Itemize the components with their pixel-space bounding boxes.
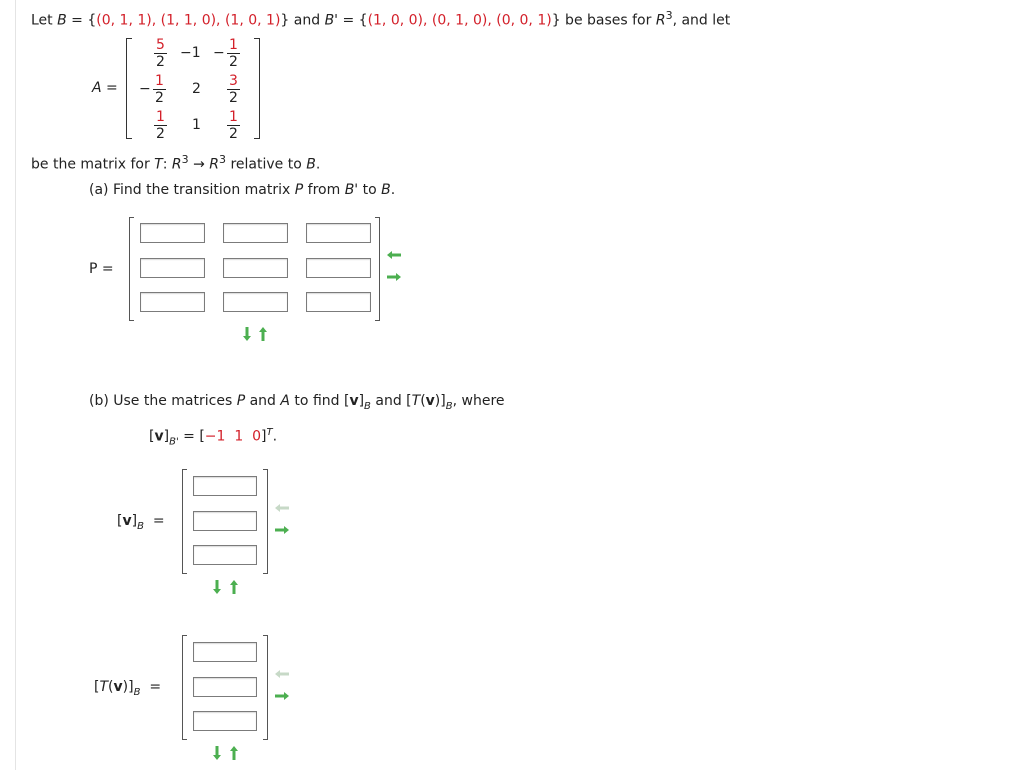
TvB-remove-row-arrow-icon[interactable] [229, 745, 239, 761]
a33-fraction: $\frac{1}{2}$ [229, 109, 238, 142]
TvB-add-row-arrow-icon[interactable] [212, 745, 222, 761]
TvB-label: $[T(v)]_B$ = [94, 679, 162, 698]
p-r1c1-input[interactable] [140, 223, 205, 243]
a13-fraction: $\frac{1}{2}$ [229, 37, 238, 70]
vB-remove-row-arrow-icon[interactable] [229, 579, 239, 595]
p-r1c3-input[interactable] [306, 223, 371, 243]
TvB-remove-column-arrow-icon[interactable] [274, 669, 290, 679]
p-add-row-arrow-icon[interactable] [242, 326, 252, 342]
vB-label: $[v]_B$ = [117, 513, 165, 532]
p-right-bracket [375, 217, 380, 321]
vB-r3-input[interactable] [193, 545, 257, 565]
a31-fraction: $\frac{1}{2}$ [156, 109, 165, 142]
p-r3c2-input[interactable] [223, 292, 288, 312]
given-vector: $[v]_{B'} = [-1$ 1 0]$^T$. [149, 427, 278, 448]
vB-r2-input[interactable] [193, 511, 257, 531]
TvB-right-bracket [263, 635, 268, 740]
p-remove-column-arrow-icon[interactable] [386, 250, 402, 260]
TvB-left-bracket [182, 635, 187, 740]
p-left-bracket [129, 217, 134, 321]
a12-value: −1 [180, 45, 201, 61]
a11-fraction: $\frac{5}{2}$ [156, 37, 165, 70]
TvB-r1-input[interactable] [193, 642, 257, 662]
TvB-r3-input[interactable] [193, 711, 257, 731]
p-r3c1-input[interactable] [140, 292, 205, 312]
p-r2c1-input[interactable] [140, 258, 205, 278]
part-a-prompt: (a) Find the transition matrix P from B' to B. [89, 182, 396, 198]
vB-right-bracket [263, 469, 268, 574]
vB-r1-input[interactable] [193, 476, 257, 496]
matrix-a-right-bracket [254, 38, 260, 139]
p-r2c2-input[interactable] [223, 258, 288, 278]
p-r3c3-input[interactable] [306, 292, 371, 312]
a23-fraction: $\frac{3}{2}$ [229, 73, 238, 106]
problem-intro: Let B = {(0, 1, 1), (1, 1, 0), (1, 0, 1)} and B' = {(1, 0, 0), (0, 1, 0), (0, 0, 1)} be bases for $R^3$, and let [31, 9, 731, 29]
vB-add-row-arrow-icon[interactable] [212, 579, 222, 595]
a21-fraction: $\frac{1}{2}$ [155, 73, 164, 106]
relative-statement: be the matrix for T: $R^3 \to R^3$ relative to B. [31, 153, 321, 173]
a32-value: 1 [192, 117, 201, 133]
p-r2c3-input[interactable] [306, 258, 371, 278]
a22-value: 2 [192, 81, 201, 97]
p-matrix-label: P = [89, 261, 114, 277]
a13-sign: − [213, 45, 225, 61]
TvB-r2-input[interactable] [193, 677, 257, 697]
vB-remove-column-arrow-icon[interactable] [274, 503, 290, 513]
p-remove-row-arrow-icon[interactable] [258, 326, 268, 342]
vB-left-bracket [182, 469, 187, 574]
matrix-a-label: A = [92, 80, 118, 96]
vB-add-column-arrow-icon[interactable] [274, 525, 290, 535]
part-b-prompt: (b) Use the matrices P and A to find $[v]_B$ and $[T(v)]_B$, where [89, 393, 505, 412]
p-r1c2-input[interactable] [223, 223, 288, 243]
a21-sign: − [139, 81, 151, 97]
p-add-column-arrow-icon[interactable] [386, 272, 402, 282]
left-margin-rule [15, 0, 16, 770]
matrix-a-left-bracket [126, 38, 132, 139]
TvB-add-column-arrow-icon[interactable] [274, 691, 290, 701]
